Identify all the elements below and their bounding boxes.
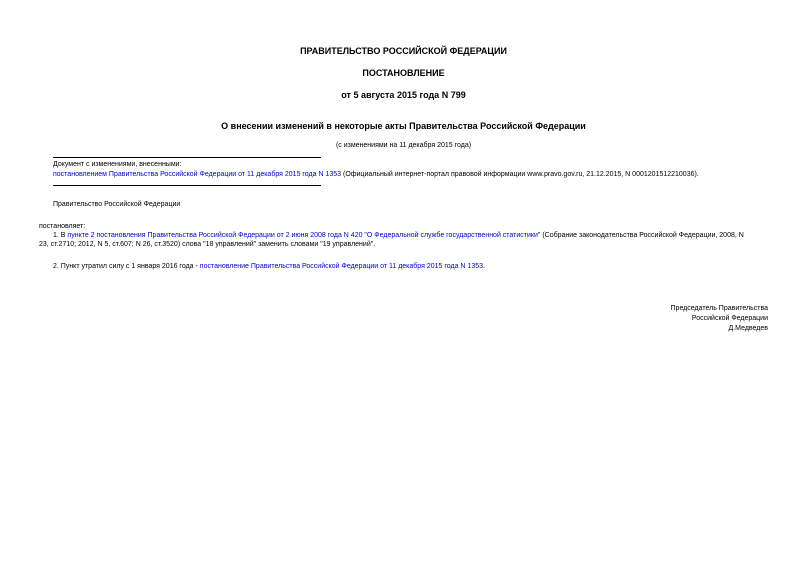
issuer: Правительство Российской Федерации [53,201,181,208]
government-title: ПРАВИТЕЛЬСТВО РОССИЙСКОЙ ФЕДЕРАЦИИ [300,46,507,56]
changes-box-top-rule [53,157,321,158]
item-2-prefix: 2. Пункт утратил силу с 1 января 2016 года - [53,263,200,270]
signature-body: Российской Федерации [691,315,768,322]
document-subject: О внесении изменений в некоторые акты Правительства Российской Федерации [221,121,586,131]
item-1-referenced-act-link[interactable]: пункте 2 постановления Правительства Российской Федерации от 2 июня 2008 года N 420 "О Федеральной службе государственной статистики" [67,232,541,239]
item-2-suffix: . [483,263,485,270]
document-date-number: от 5 августа 2015 года N 799 [341,90,466,100]
amendment-note: (с изменениями на 11 декабря 2015 года) [335,142,472,149]
item-2-repealing-act-link[interactable]: постановление Правительства Российской Федерации от 11 декабря 2015 года N 1353 [199,263,484,270]
signature-name: Д.Медведев [728,325,768,332]
item-1-line-2: 23, ст.2710; 2012, N 5, ст.607; N 26, ст.3520) слова "18 управлений" заменить словами "19 управлений". [39,241,376,248]
changes-box-bottom-rule [53,185,321,186]
signature-position: Председатель Правительства [670,305,768,312]
changes-line [53,170,699,180]
changes-intro: Документ с изменениями, внесенными: [53,161,182,168]
document-type: ПОСТАНОВЛЕНИЕ [362,68,445,78]
item-1-prefix: 1. В [53,232,68,239]
item-1-rest: (Собрание законодательства Российской Федерации, 2008, N [540,232,744,239]
changes-source: (Официальный интернет-портал правовой информации www.pravo.gov.ru, 21.12.2015, N 0001201512210036). [341,171,699,178]
resolves-word: постановляет: [39,223,86,230]
amending-resolution-link[interactable]: постановлением Правительства Российской Федерации от 11 декабря 2015 года N 1353 [53,171,342,178]
item-2 [53,262,485,272]
